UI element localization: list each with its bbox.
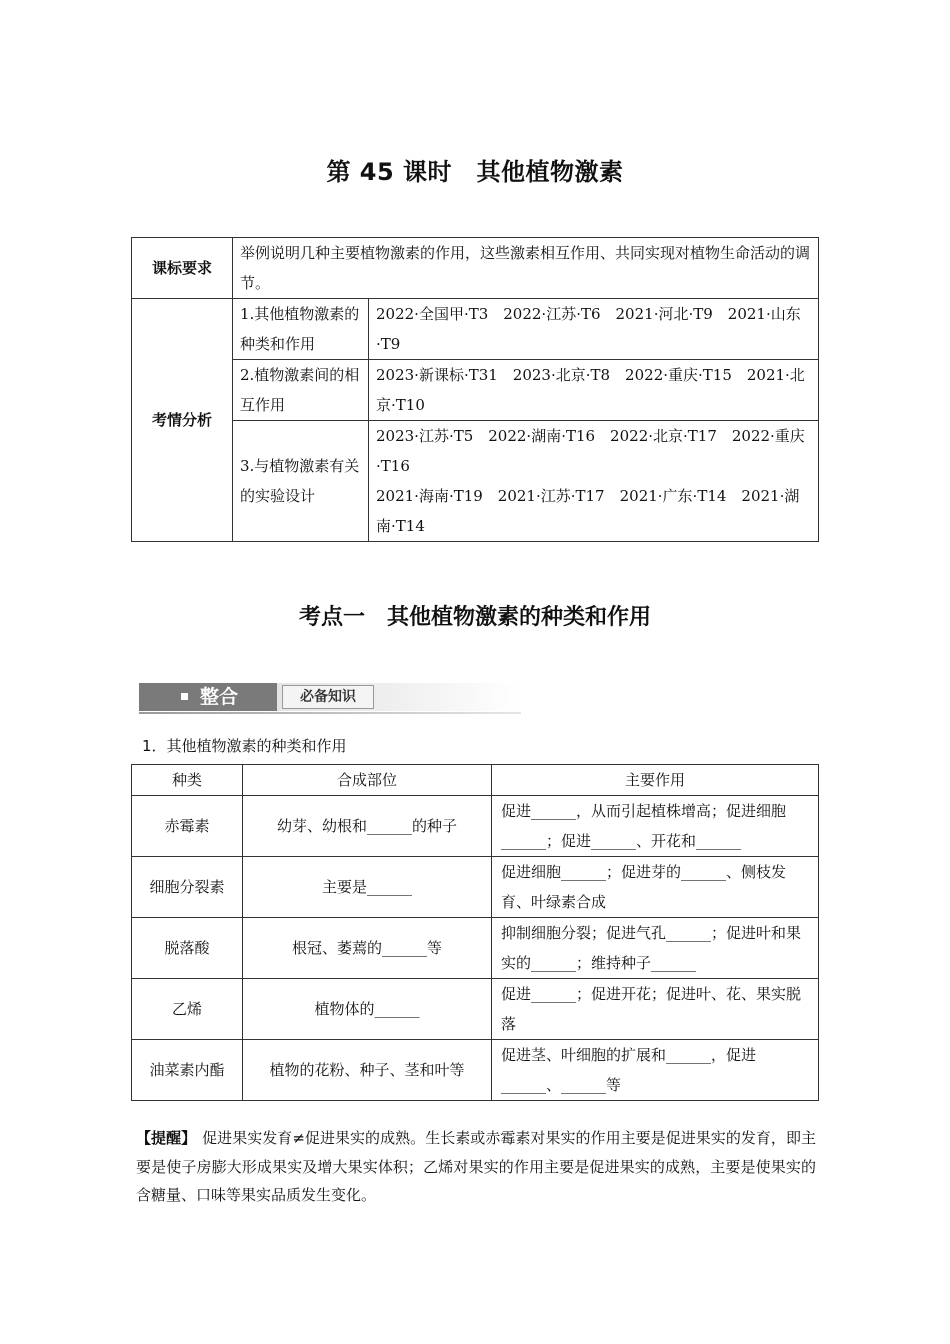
table-row	[132, 857, 819, 918]
synthesis-site: 植物体的______	[243, 979, 492, 1040]
hormone-type: 乙烯	[132, 979, 243, 1040]
tip-text: 促进果实发育≠促进果实的成熟。生长素或赤霉素对果实的作用主要是促进果实的发育，即主要是使子房膨大形成果实及增大果实体积；乙烯对果实的作用主要是促进果实的成熟，主要是使果实的含糖量、口味等果实品质发生变化。	[136, 1129, 816, 1204]
banner-dark-text: 整合	[200, 686, 239, 708]
refs-line: 2021·海南·T19 2021·江苏·T17 2021·广东·T14 2021·湖南·T14	[376, 487, 800, 535]
main-function: 促进茎、叶细胞的扩展和______，促进______、______等	[492, 1040, 819, 1101]
hormone-type: 细胞分裂素	[132, 857, 243, 918]
tip-paragraph	[136, 1124, 816, 1210]
sub-heading: 1．其他植物激素的种类和作用	[142, 737, 347, 755]
table-row	[132, 918, 819, 979]
section-banner	[139, 683, 521, 715]
hormone-type: 油菜素内酯	[132, 1040, 243, 1101]
column-header: 种类	[132, 765, 243, 796]
hormone-table	[131, 764, 819, 1101]
requirements-header: 课标要求	[132, 238, 233, 299]
table-header-row	[132, 765, 819, 796]
section-title: 考点一 其他植物激素的种类和作用	[298, 605, 651, 630]
table-row	[132, 299, 819, 360]
topic-cell: 2.植物激素间的相互作用	[233, 360, 369, 421]
banner-dark-label	[139, 683, 277, 711]
banner-light-label: 必备知识	[282, 685, 374, 709]
table-row	[132, 796, 819, 857]
column-header: 合成部位	[243, 765, 492, 796]
refs-cell	[369, 299, 819, 360]
refs-cell	[369, 360, 819, 421]
main-function: 促进______；促进开花；促进叶、花、果实脱落	[492, 979, 819, 1040]
refs-cell	[369, 421, 819, 542]
table-row	[132, 360, 819, 421]
synthesis-site: 根冠、萎蔫的______等	[243, 918, 492, 979]
refs-line: 2022·全国甲·T3 2022·江苏·T6 2021·河北·T9 2021·山东·T9	[376, 305, 801, 353]
main-function: 促进细胞______；促进芽的______、侧枝发育、叶绿素合成	[492, 857, 819, 918]
table-row	[132, 979, 819, 1040]
tip-label: 【提醒】	[136, 1129, 197, 1147]
column-header: 主要作用	[492, 765, 819, 796]
banner-underline	[139, 712, 521, 714]
table-row	[132, 238, 819, 299]
synthesis-site: 主要是______	[243, 857, 492, 918]
square-bullet-icon	[181, 693, 188, 700]
synthesis-site: 植物的花粉、种子、茎和叶等	[243, 1040, 492, 1101]
analysis-header: 考情分析	[132, 299, 233, 542]
topic-cell: 3.与植物激素有关的实验设计	[233, 421, 369, 542]
table-row	[132, 421, 819, 542]
requirements-text: 举例说明几种主要植物激素的作用，这些激素相互作用、共同实现对植物生命活动的调节。	[233, 238, 819, 299]
table-row	[132, 1040, 819, 1101]
hormone-type: 脱落酸	[132, 918, 243, 979]
page-title: 第 45 课时 其他植物激素	[326, 158, 624, 186]
main-function: 促进______，从而引起植株增高；促进细胞______；促进______、开花和______	[492, 796, 819, 857]
hormone-type: 赤霉素	[132, 796, 243, 857]
refs-line: 2023·新课标·T31 2023·北京·T8 2022·重庆·T15 2021·北京·T10	[376, 366, 805, 414]
topic-cell: 1.其他植物激素的种类和作用	[233, 299, 369, 360]
refs-line: 2023·江苏·T5 2022·湖南·T16 2022·北京·T17 2022·重庆·T16	[376, 427, 805, 475]
synthesis-site: 幼芽、幼根和______的种子	[243, 796, 492, 857]
requirements-table	[131, 237, 819, 542]
main-function: 抑制细胞分裂；促进气孔______；促进叶和果实的______；维持种子______	[492, 918, 819, 979]
